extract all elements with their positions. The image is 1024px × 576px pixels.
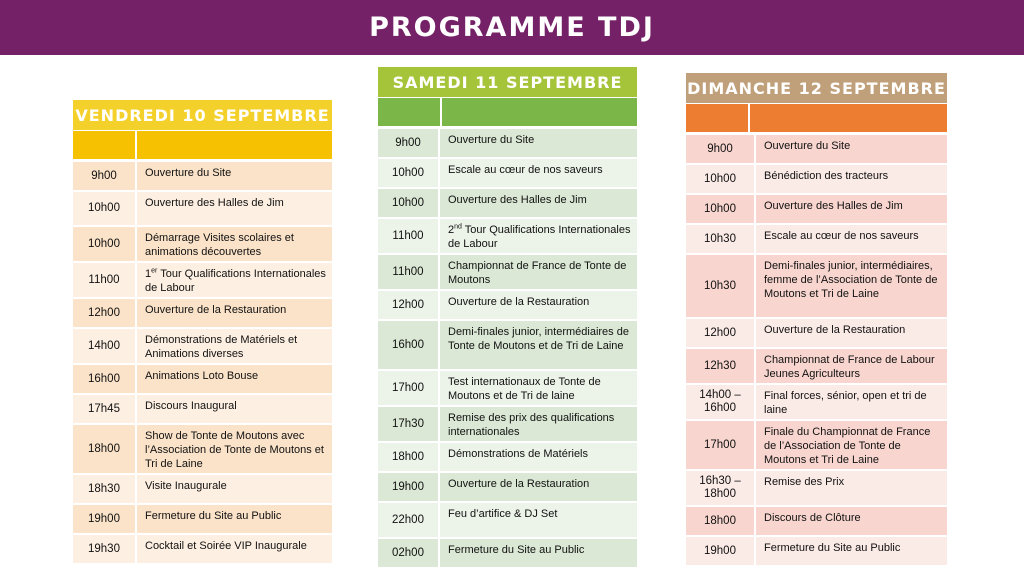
schedule-row [378, 473, 637, 501]
time-cell: 02h00 [378, 539, 438, 567]
time-cell: 19h00 [73, 505, 135, 533]
schedule-row [73, 329, 332, 363]
event-cell: 2nd Tour Qualifications Internationales de Labour [440, 219, 637, 253]
time-cell: 17h00 [378, 371, 438, 405]
schedule-row [686, 471, 947, 505]
event-cell: Ouverture du Site [440, 129, 637, 157]
schedule-vendredi [73, 100, 332, 565]
time-cell: 10h00 [73, 227, 135, 261]
schedule-row [73, 162, 332, 190]
schedule-row [73, 425, 332, 473]
event-cell: Test internationaux de Tonte de Moutons et de Tri de laine [440, 371, 637, 405]
header-band [378, 98, 637, 126]
time-cell: 12h00 [378, 291, 438, 319]
schedule-row [378, 291, 637, 319]
schedule-row [378, 255, 637, 289]
event-cell: Championnat de France de Tonte de Moutons [440, 255, 637, 289]
time-cell: 22h00 [378, 503, 438, 537]
schedule-row [73, 505, 332, 533]
event-cell: Démarrage Visites scolaires et animations découvertes [137, 227, 332, 261]
time-cell: 10h00 [378, 189, 438, 217]
schedule-row [378, 443, 637, 471]
time-cell: 10h00 [686, 165, 754, 193]
event-cell: Ouverture de la Restauration [137, 299, 332, 327]
time-cell: 18h00 [73, 425, 135, 473]
schedule-row [378, 371, 637, 405]
time-cell: 19h00 [378, 473, 438, 501]
event-cell: Ouverture des Halles de Jim [756, 195, 947, 223]
time-cell: 9h00 [378, 129, 438, 157]
schedule-dimanche [686, 73, 947, 567]
event-cell: Ouverture de la Restauration [440, 291, 637, 319]
schedule-row [73, 365, 332, 393]
schedule-row [73, 299, 332, 327]
time-cell: 11h00 [378, 219, 438, 253]
event-cell: Show de Tonte de Moutons avec l’Association de Tonte de Moutons et Tri de Laine [137, 425, 332, 473]
time-cell: 10h00 [686, 195, 754, 223]
event-cell: Remise des prix des qualifications internationales [440, 407, 637, 441]
schedule-row [73, 535, 332, 563]
event-cell: Escale au cœur de nos saveurs [440, 159, 637, 187]
event-cell: Ouverture de la Restauration [756, 319, 947, 347]
header-band [686, 104, 947, 132]
time-cell: 10h00 [73, 192, 135, 225]
time-cell: 17h30 [378, 407, 438, 441]
schedule-row [73, 263, 332, 297]
time-cell: 9h00 [73, 162, 135, 190]
schedule-row [686, 421, 947, 469]
event-cell: Feu d’artifice & DJ Set [440, 503, 637, 537]
time-cell: 11h00 [378, 255, 438, 289]
time-cell: 17h45 [73, 395, 135, 423]
schedule-row [378, 407, 637, 441]
schedule-row [378, 321, 637, 369]
schedule-row [686, 165, 947, 193]
event-cell: Championnat de France de Labour Jeunes Agriculteurs [756, 349, 947, 383]
event-cell: Fermeture du Site au Public [440, 539, 637, 567]
time-cell: 14h00 – 16h00 [686, 385, 754, 419]
schedule-row [73, 475, 332, 503]
schedule-row [686, 349, 947, 383]
schedule-row [73, 192, 332, 225]
time-cell: 18h30 [73, 475, 135, 503]
schedule-row [686, 537, 947, 565]
time-cell: 19h30 [73, 535, 135, 563]
event-cell: Ouverture des Halles de Jim [440, 189, 637, 217]
event-cell: Démonstrations de Matériels et Animations diverses [137, 329, 332, 363]
day-title: VENDREDI 10 SEPTEMBRE [73, 100, 332, 130]
schedule-row [686, 507, 947, 535]
event-cell: Demi-finales junior, intermédiaires de Tonte de Moutons et de Tri de Laine [440, 321, 637, 369]
event-cell: Animations Loto Bouse [137, 365, 332, 393]
event-cell: Demi-finales junior, intermédiaires, femme de l’Association de Tonte de Moutons et Tri de Laine [756, 255, 947, 317]
header-banner [0, 0, 1024, 55]
event-cell: Discours Inaugural [137, 395, 332, 423]
schedule-row [378, 189, 637, 217]
schedule-row [686, 385, 947, 419]
event-cell: Final forces, sénior, open et tri de laine [756, 385, 947, 419]
event-cell: Fermeture du Site au Public [756, 537, 947, 565]
event-cell: Cocktail et Soirée VIP Inaugurale [137, 535, 332, 563]
event-cell: 1er Tour Qualifications Internationales de Labour [137, 263, 332, 297]
page-title: PROGRAMME TDJ [369, 12, 655, 43]
time-cell: 12h00 [686, 319, 754, 347]
schedule-row [378, 129, 637, 157]
event-cell: Bénédiction des tracteurs [756, 165, 947, 193]
time-cell: 16h00 [378, 321, 438, 369]
schedule-row [378, 159, 637, 187]
schedule-row [73, 227, 332, 261]
time-cell: 10h30 [686, 225, 754, 253]
event-cell: Discours de Clôture [756, 507, 947, 535]
schedule-row [686, 135, 947, 163]
day-title: DIMANCHE 12 SEPTEMBRE [686, 73, 947, 103]
time-cell: 18h00 [686, 507, 754, 535]
schedule-row [378, 219, 637, 253]
schedule-row [686, 195, 947, 223]
time-cell: 19h00 [686, 537, 754, 565]
time-cell: 10h00 [378, 159, 438, 187]
schedule-row [686, 255, 947, 317]
event-cell: Ouverture du Site [137, 162, 332, 190]
time-cell: 16h00 [73, 365, 135, 393]
time-cell: 12h30 [686, 349, 754, 383]
event-cell: Remise des Prix [756, 471, 947, 505]
time-cell: 16h30 – 18h00 [686, 471, 754, 505]
event-cell: Escale au cœur de nos saveurs [756, 225, 947, 253]
event-cell: Ouverture du Site [756, 135, 947, 163]
schedule-row [686, 225, 947, 253]
time-cell: 10h30 [686, 255, 754, 317]
schedule-samedi [378, 67, 637, 569]
day-title: SAMEDI 11 SEPTEMBRE [378, 67, 637, 97]
schedule-row [686, 319, 947, 347]
time-cell: 14h00 [73, 329, 135, 363]
event-cell: Finale du Championnat de France de l’Association de Tonte de Moutons et Tri de Laine [756, 421, 947, 469]
event-cell: Fermeture du Site au Public [137, 505, 332, 533]
time-cell: 18h00 [378, 443, 438, 471]
time-cell: 12h00 [73, 299, 135, 327]
schedule-row [378, 503, 637, 537]
time-cell: 9h00 [686, 135, 754, 163]
header-band [73, 131, 332, 159]
event-cell: Ouverture de la Restauration [440, 473, 637, 501]
schedule-row [73, 395, 332, 423]
time-cell: 17h00 [686, 421, 754, 469]
event-cell: Ouverture des Halles de Jim [137, 192, 332, 225]
event-cell: Visite Inaugurale [137, 475, 332, 503]
schedule-row [378, 539, 637, 567]
time-cell: 11h00 [73, 263, 135, 297]
event-cell: Démonstrations de Matériels [440, 443, 637, 471]
